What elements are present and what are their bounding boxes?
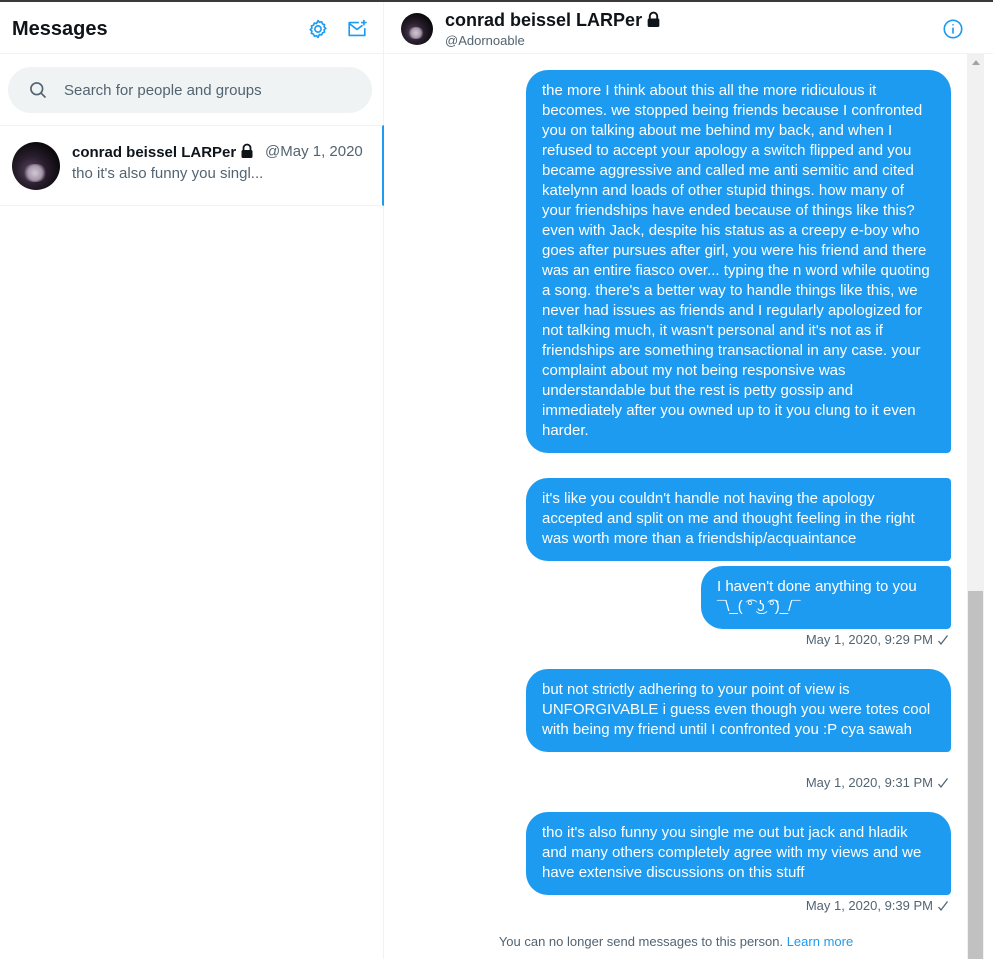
message-bubble[interactable]: it's like you couldn't handle not having the apology accepted and split on me and thought feeling in the right was worth more than a friendship/acquaintance [526, 478, 951, 561]
avatar[interactable] [401, 13, 433, 45]
learn-more-link[interactable]: Learn more [786, 934, 854, 949]
messages-header [0, 2, 383, 54]
notice-text: You can no longer send messages to this person. [498, 934, 784, 949]
page-title: Messages [12, 18, 108, 40]
search-icon [28, 80, 48, 100]
timestamp-text: May 1, 2020, 9:31 PM [805, 775, 933, 790]
message-timestamp [806, 632, 949, 649]
check-icon [937, 634, 949, 649]
info-icon[interactable] [942, 18, 964, 40]
check-icon [937, 777, 949, 792]
message-bubble[interactable]: tho it's also funny you single me out but jack and hladik and many others completely agree with my views and we have extensive discussions on this stuff [526, 812, 951, 895]
lock-icon [645, 11, 662, 33]
avatar [12, 142, 60, 190]
chat-header [385, 2, 993, 54]
conversation-handle-date: @May 1, 2020 [265, 143, 363, 160]
conversation-item[interactable] [0, 125, 384, 206]
chat-name: conrad beissel LARPer [445, 10, 643, 30]
timestamp-text: May 1, 2020, 9:29 PM [805, 632, 933, 647]
search-box[interactable] [8, 67, 372, 113]
scrollbar[interactable] [967, 54, 984, 959]
message-bubble[interactable]: I haven't done anything to you ¯\_( ͡° ͜ʖ ͡°)_/¯ [701, 566, 951, 629]
message-timestamp [806, 898, 949, 915]
conversation-disabled-notice [385, 934, 967, 949]
scroll-up-arrow-icon[interactable] [972, 60, 980, 65]
settings-icon[interactable] [307, 18, 329, 40]
conversation-list-panel [0, 2, 384, 959]
chat-panel [385, 2, 993, 959]
conversation-name-row [72, 143, 255, 163]
compose-message-icon[interactable] [346, 18, 368, 40]
lock-icon [239, 143, 255, 163]
search-input[interactable] [64, 67, 354, 113]
scrollbar-thumb[interactable] [968, 591, 983, 959]
chat-name-row [445, 10, 662, 33]
message-bubble[interactable]: the more I think about this all the more ridiculous it becomes. we stopped being friends because I confronted you on talking about me behind my back, and when I refused to accept your apology a switch flipped and you became aggressive and called me anti semitic and cited katelynn and loads of other stupid things. how many of your friendships have ended because of things like this? even with Jack, despite his status as a creepy e-boy who goes after pursues after girl, you were his friend and there was an entire fiasco over... typing the n word while quoting a song. there's a better way to handle things like this, we never had issues as friends and I regularly apologized for not talking much, it wasn't personal and it's not as if friendships are something transactional in any case. your complaint about my not being responsive was understandable but the rest is petty gossip and immediately after you owned up to it you clung to it even harder. [526, 70, 951, 453]
timestamp-text: May 1, 2020, 9:39 PM [805, 898, 933, 913]
chat-handle: @Adornoable [445, 33, 525, 48]
message-timestamp [806, 775, 949, 792]
conversation-name: conrad beissel LARPer [72, 144, 237, 161]
conversation-snippet: tho it's also funny you singl... [72, 165, 264, 182]
message-bubble[interactable]: but not strictly adhering to your point of view is UNFORGIVABLE i guess even though you were totes cool with being my friend until I confronted you :P cya sawah [526, 669, 951, 752]
check-icon [937, 900, 949, 915]
